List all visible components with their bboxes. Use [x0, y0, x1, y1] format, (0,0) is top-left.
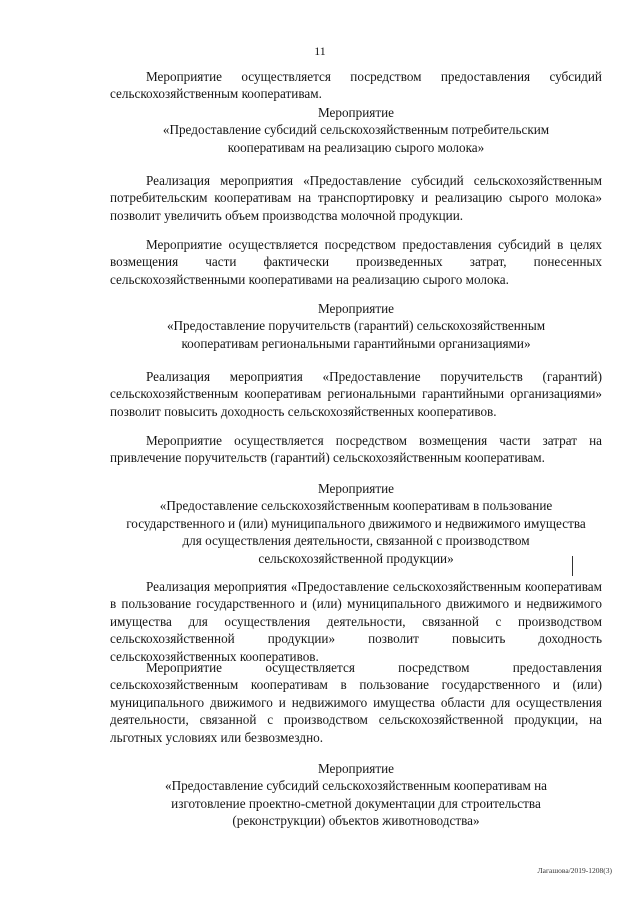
paragraph-5: Мероприятие осуществляется посредством возмещения части затрат на привлечение поручительств (гарантий) сельскохозяйственным кооперативам.: [110, 433, 602, 466]
heading-title-2: «Предоставление поручительств (гарантий) сельскохозяйственным кооперативам региональными гарантийными организациями»: [166, 318, 546, 351]
heading-label-1: Мероприятие: [317, 105, 395, 120]
margin-mark: [572, 556, 573, 576]
heading-title-3: «Предоставление сельскохозяйственным кооперативам в пользование государственного и (или) муниципального движимого и недвижимого имущества для осуществления деятельности, связанной с производством сельскохозяйственной продукции»: [126, 498, 586, 566]
heading-label-4: Мероприятие: [317, 761, 395, 776]
paragraph-4: Реализация мероприятия «Предоставление поручительств (гарантий) сельскохозяйственным кооперативам региональными гарантийными организациями» позволит повысить доходность сельскохозяйственных кооперативов.: [110, 369, 602, 419]
paragraph-1: Мероприятие осуществляется посредством предоставления субсидий сельскохозяйственным кооперативам.: [110, 69, 602, 102]
section-heading-3: [110, 480, 602, 567]
paragraph-2: Реализация мероприятия «Предоставление субсидий сельскохозяйственным потребительским кооперативам на транспортировку и реализацию сырого молока» позволит увеличить объем производства молочной продукции.: [110, 173, 602, 223]
section-heading-4: [110, 760, 602, 830]
footer-code: Лагашова/2019-1208(3): [537, 866, 612, 875]
heading-title-1: «Предоставление субсидий сельскохозяйственным потребительским кооперативам на реализацию сырого молока»: [162, 122, 550, 155]
section-heading-2: [110, 300, 602, 352]
paragraph-6: Реализация мероприятия «Предоставление сельскохозяйственным кооперативам в пользование государственного и (или) муниципального движимого и недвижимого имущества для осуществления деятельности, связанной с производством сельскохозяйственной продукции» позволит повысить доходность сельскохозяйственных кооперативов.: [110, 579, 602, 664]
section-heading-1: [110, 104, 602, 156]
paragraph-3: Мероприятие осуществляется посредством предоставления субсидий в целях возмещения части фактически произведенных затрат, понесенных сельскохозяйственными кооперативами на реализацию сырого молока.: [110, 237, 602, 287]
heading-label-2: Мероприятие: [317, 301, 395, 316]
heading-label-3: Мероприятие: [317, 481, 395, 496]
heading-title-4: «Предоставление субсидий сельскохозяйственным кооперативам на изготовление проектно-сметной документации для строительства (реконструкции) объектов животноводства»: [164, 778, 548, 829]
page-number: 11: [314, 44, 326, 58]
paragraph-7: Мероприятие осуществляется посредством предоставления сельскохозяйственным кооперативам в пользование государственного и (или) муниципального движимого и недвижимого имущества области для осуществления деятельности, связанной с производством сельскохозяйственной продукции, на льготных условиях или безвозмездно.: [110, 660, 602, 745]
